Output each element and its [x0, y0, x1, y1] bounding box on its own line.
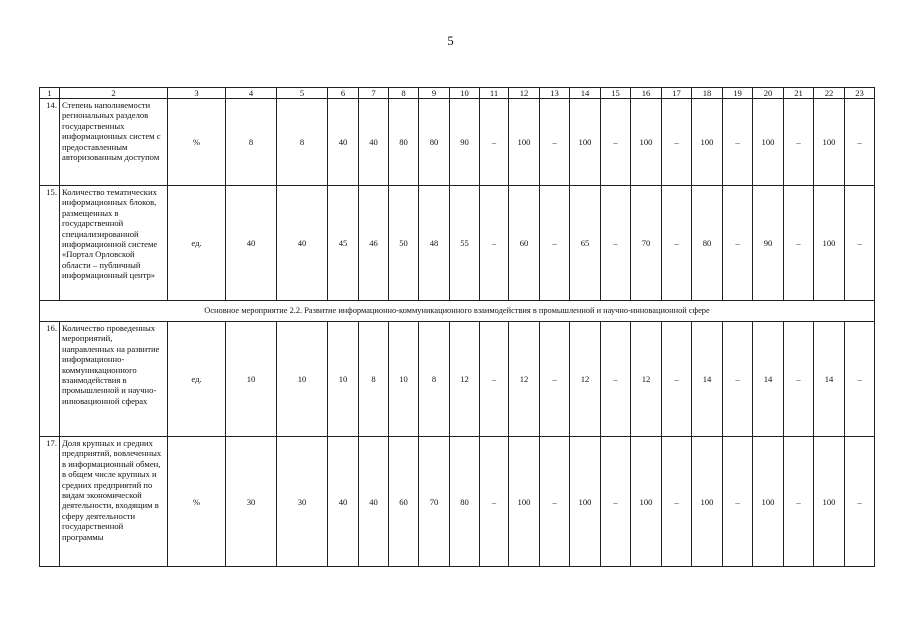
- unit-cell: %: [168, 99, 226, 186]
- value-cell: 8: [359, 322, 389, 437]
- value-cell: –: [480, 437, 509, 567]
- section-row: [40, 301, 875, 322]
- value-cell: 100: [753, 99, 784, 186]
- table-row: [40, 186, 875, 301]
- value-cell: –: [723, 186, 753, 301]
- value-cell: 100: [814, 437, 845, 567]
- value-cell: 100: [631, 437, 662, 567]
- value-cell: –: [601, 437, 631, 567]
- header-cell: 1: [40, 88, 60, 99]
- value-cell: –: [601, 186, 631, 301]
- value-cell: 30: [277, 437, 328, 567]
- value-cell: –: [662, 437, 692, 567]
- value-cell: 60: [509, 186, 540, 301]
- value-cell: 100: [570, 99, 601, 186]
- header-cell: 3: [168, 88, 226, 99]
- value-cell: –: [662, 99, 692, 186]
- value-cell: 40: [226, 186, 277, 301]
- value-cell: –: [784, 99, 814, 186]
- value-cell: 100: [814, 99, 845, 186]
- value-cell: –: [601, 322, 631, 437]
- value-cell: –: [480, 322, 509, 437]
- value-cell: 100: [570, 437, 601, 567]
- value-cell: 14: [814, 322, 845, 437]
- value-cell: –: [662, 186, 692, 301]
- value-cell: –: [540, 437, 570, 567]
- value-cell: 10: [328, 322, 359, 437]
- value-cell: –: [540, 186, 570, 301]
- value-cell: 48: [419, 186, 450, 301]
- value-cell: –: [723, 99, 753, 186]
- value-cell: 40: [328, 437, 359, 567]
- value-cell: 8: [277, 99, 328, 186]
- unit-cell: %: [168, 437, 226, 567]
- value-cell: 100: [509, 99, 540, 186]
- value-cell: 10: [226, 322, 277, 437]
- value-cell: –: [480, 186, 509, 301]
- value-cell: –: [540, 99, 570, 186]
- page-number: 5: [447, 33, 454, 48]
- row-number: 14.: [40, 99, 60, 186]
- value-cell: –: [784, 322, 814, 437]
- table-row: [40, 99, 875, 186]
- header-cell: 4: [226, 88, 277, 99]
- value-cell: –: [845, 437, 875, 567]
- value-cell: 80: [419, 99, 450, 186]
- indicators-table: [39, 87, 875, 567]
- header-cell: 7: [359, 88, 389, 99]
- header-cell: 6: [328, 88, 359, 99]
- value-cell: –: [784, 437, 814, 567]
- value-cell: 10: [389, 322, 419, 437]
- value-cell: 80: [450, 437, 480, 567]
- header-cell: 17: [662, 88, 692, 99]
- row-number: 15.: [40, 186, 60, 301]
- value-cell: –: [601, 99, 631, 186]
- indicator-name: Количество проведенных мероприятий, направленных на развитие информационно-коммуникационного взаимодействия в промышленной и научно-инновационной сферах: [60, 322, 168, 437]
- value-cell: 14: [753, 322, 784, 437]
- indicator-name: Степень наполняемости региональных разделов государственных информационных систем с предоставленным авторизованным доступом: [60, 99, 168, 186]
- unit-cell: ед.: [168, 186, 226, 301]
- value-cell: 14: [692, 322, 723, 437]
- header-cell: 20: [753, 88, 784, 99]
- table-row: [40, 437, 875, 567]
- header-cell: 14: [570, 88, 601, 99]
- header-cell: 19: [723, 88, 753, 99]
- value-cell: –: [662, 322, 692, 437]
- value-cell: 30: [226, 437, 277, 567]
- value-cell: 70: [419, 437, 450, 567]
- value-cell: 90: [450, 99, 480, 186]
- header-cell: 21: [784, 88, 814, 99]
- value-cell: –: [540, 322, 570, 437]
- value-cell: –: [845, 99, 875, 186]
- value-cell: 100: [631, 99, 662, 186]
- value-cell: –: [845, 322, 875, 437]
- value-cell: 60: [389, 437, 419, 567]
- value-cell: 90: [753, 186, 784, 301]
- value-cell: 100: [692, 99, 723, 186]
- header-cell: 15: [601, 88, 631, 99]
- value-cell: 40: [277, 186, 328, 301]
- value-cell: 100: [692, 437, 723, 567]
- value-cell: 12: [570, 322, 601, 437]
- value-cell: 45: [328, 186, 359, 301]
- value-cell: –: [480, 99, 509, 186]
- row-number: 17.: [40, 437, 60, 567]
- header-cell: 9: [419, 88, 450, 99]
- value-cell: –: [845, 186, 875, 301]
- value-cell: 46: [359, 186, 389, 301]
- value-cell: –: [723, 322, 753, 437]
- header-cell: 12: [509, 88, 540, 99]
- header-cell: 2: [60, 88, 168, 99]
- value-cell: 50: [389, 186, 419, 301]
- header-cell: 13: [540, 88, 570, 99]
- header-row: [40, 88, 875, 99]
- value-cell: 40: [359, 99, 389, 186]
- value-cell: 40: [359, 437, 389, 567]
- header-cell: 22: [814, 88, 845, 99]
- value-cell: 40: [328, 99, 359, 186]
- value-cell: 12: [509, 322, 540, 437]
- row-number: 16.: [40, 322, 60, 437]
- value-cell: 12: [631, 322, 662, 437]
- header-cell: 23: [845, 88, 875, 99]
- value-cell: 8: [419, 322, 450, 437]
- value-cell: 70: [631, 186, 662, 301]
- header-cell: 10: [450, 88, 480, 99]
- header-cell: 5: [277, 88, 328, 99]
- table-row: [40, 322, 875, 437]
- value-cell: 80: [389, 99, 419, 186]
- header-cell: 16: [631, 88, 662, 99]
- value-cell: 100: [814, 186, 845, 301]
- section-title: Основное мероприятие 2.2. Развитие информационно-коммуникационного взаимодействия в промышленной и научно-инновационной сфере: [40, 301, 875, 322]
- indicator-name: Доля крупных и средних предприятий, вовлеченных в информационный обмен, в общем числе крупных и средних предприятий по видам экономической деятельности, входящим в сферу деятельности государственной программы: [60, 437, 168, 567]
- value-cell: –: [784, 186, 814, 301]
- value-cell: 8: [226, 99, 277, 186]
- value-cell: 100: [753, 437, 784, 567]
- value-cell: 12: [450, 322, 480, 437]
- header-cell: 18: [692, 88, 723, 99]
- value-cell: 55: [450, 186, 480, 301]
- header-cell: 11: [480, 88, 509, 99]
- header-cell: 8: [389, 88, 419, 99]
- value-cell: –: [723, 437, 753, 567]
- indicator-name: Количество тематических информационных блоков, размещенных в государственной специализированной информационной системе «Портал Орловской области – публичный информационный центр»: [60, 186, 168, 301]
- value-cell: 10: [277, 322, 328, 437]
- value-cell: 65: [570, 186, 601, 301]
- table-body: [40, 88, 875, 567]
- unit-cell: ед.: [168, 322, 226, 437]
- value-cell: 80: [692, 186, 723, 301]
- value-cell: 100: [509, 437, 540, 567]
